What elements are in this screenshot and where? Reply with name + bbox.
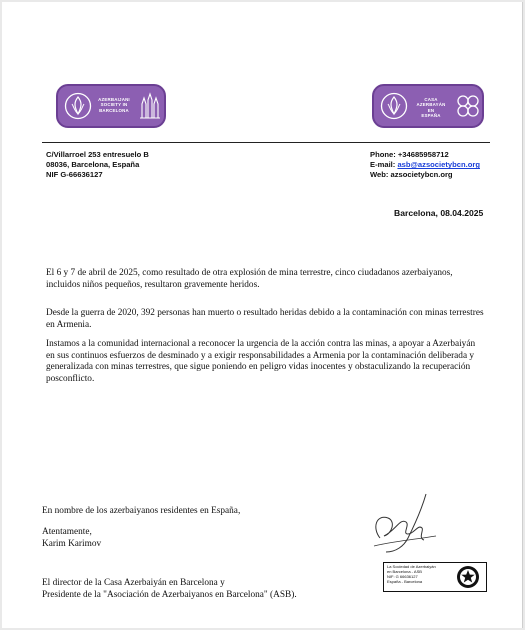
star-emblem-icon xyxy=(456,565,480,589)
signatory-name: Karim Karimov xyxy=(42,538,102,549)
phone-value: +34685958712 xyxy=(397,150,449,159)
cathedral-icon xyxy=(136,92,164,120)
web-value: azsocietybcn.org xyxy=(390,170,453,180)
azerbaijani-society-logo xyxy=(56,84,166,128)
letter-date: Barcelona, 08.04.2025 xyxy=(394,208,484,218)
flame-emblem-icon xyxy=(380,92,408,120)
body-paragraph-2: Desde la guerra de 2020, 392 personas han muerto o resultado heridas debido a la contaminación con minas terrestres en Armenia. xyxy=(46,308,484,330)
closing-line: En nombre de los azerbaiyanos residentes en España, xyxy=(42,506,241,516)
stamp-line-1: La Sociedad de Azerbaiyán xyxy=(387,564,436,569)
signatory-role-2: Presidente de la "Asociación de Azerbaiyanos en Barcelona" (ASB). xyxy=(42,589,297,600)
phone-label: Phone: xyxy=(370,150,398,159)
signatory-title xyxy=(42,578,297,601)
knot-ornament-icon xyxy=(454,92,482,120)
body-paragraph-3: Instamos a la comunidad internacional a reconocer la urgencia de la acción contra las minas, a apoyar a Azerbaiyán en sus continuos esfuerzos de desminado y a exigir responsabilidades a Armenia por la contaminación deliberada y generalizada con minas terrestres, que sigue poniendo en peligro vidas inocentes y obstaculizando la recuperación posconflicto. xyxy=(46,339,476,384)
stamp-line-3: NIF: G 66636127 xyxy=(387,574,418,579)
closing-greeting: Atentamente, xyxy=(42,527,92,537)
letter-page xyxy=(2,2,523,628)
flame-emblem-icon xyxy=(64,92,92,120)
logo-left-text: AZERBAIJANI SOCIETY IN BARCELONA xyxy=(98,97,130,113)
email-label: E-mail: xyxy=(370,160,398,170)
header-divider xyxy=(42,142,490,143)
casa-azerbayan-logo xyxy=(372,84,484,128)
stamp-line-2: en Barcelona - ASB xyxy=(387,569,422,574)
stamp-text xyxy=(387,564,451,584)
contact-email xyxy=(370,160,480,170)
contact-web xyxy=(370,170,480,180)
body-paragraph-1: El 6 y 7 de abril de 2025, como resultado de otra explosión de mina terrestre, cinco ciudadanos azerbaiyanos, incluidos niños pequeños, resultaron gravemente heridos. xyxy=(46,268,453,290)
address-street: C/Villarroel 253 entresuelo B xyxy=(46,150,149,159)
address-block xyxy=(46,150,149,181)
handwritten-signature xyxy=(366,488,442,558)
address-nif: NIF G-66636127 xyxy=(46,170,103,180)
stamp-line-4: España - Barcelona xyxy=(387,579,423,584)
sign-off-block xyxy=(42,527,101,550)
signatory-role-1: El director de la Casa Azerbaiyán en Barcelona y xyxy=(42,578,225,588)
contact-block xyxy=(370,150,480,181)
organization-stamp xyxy=(383,562,487,592)
logo-right-text: CASA AZERBAYÁN EN ESPAÑA xyxy=(416,97,446,119)
email-link[interactable]: asb@azsocietybcn.org xyxy=(397,160,480,170)
address-city: 08036, Barcelona, España xyxy=(46,160,140,170)
contact-phone xyxy=(370,150,480,160)
web-label: Web: xyxy=(370,170,391,180)
